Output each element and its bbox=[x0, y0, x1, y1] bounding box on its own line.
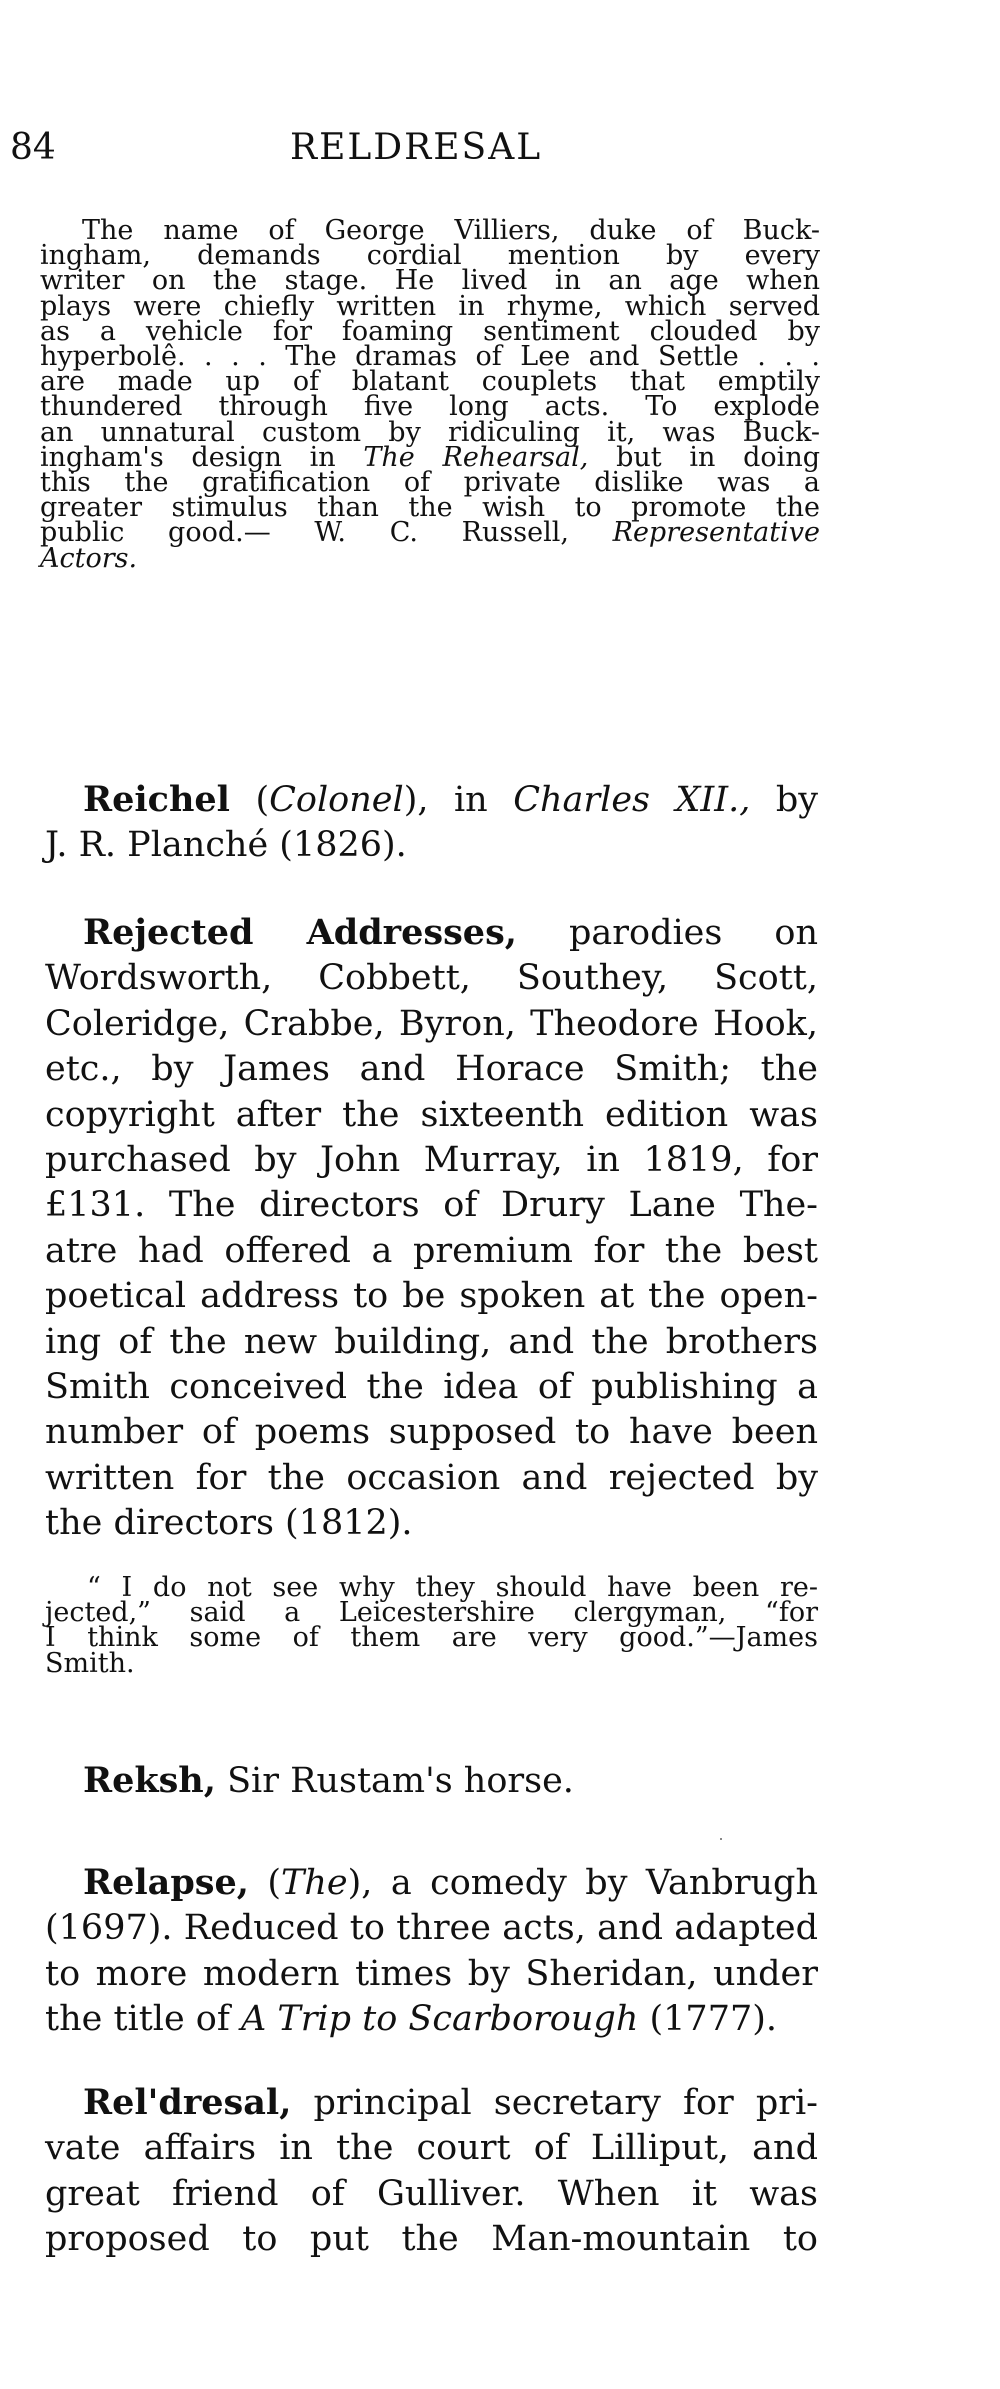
entry-line: £131. The directors of Drury Lane The- bbox=[45, 1185, 818, 1226]
quote-line: I think some of them are very good.”—James bbox=[45, 1622, 818, 1654]
entry-line: proposed to put the Man-mountain to bbox=[45, 2219, 818, 2260]
running-head: RELDRESAL bbox=[290, 127, 543, 168]
quote-text: but in doing bbox=[616, 441, 820, 473]
quote-line: thundered through five long acts. To explode bbox=[40, 391, 820, 423]
entry-line: written for the occasion and rejected by bbox=[45, 1457, 818, 1498]
entry-line bbox=[45, 1997, 818, 2042]
quote-line: “ I do not see why they should have been re- bbox=[87, 1572, 818, 1603]
entry-text: Sir Rustam's horse. bbox=[215, 1761, 574, 1801]
quote-line: Actors. bbox=[40, 542, 138, 574]
entry-text: (1777). bbox=[638, 1999, 778, 2040]
entry-text: ), in bbox=[403, 780, 514, 820]
entry-line: to more modern times by Sheridan, under bbox=[45, 1953, 818, 1994]
work-title: Representative bbox=[612, 517, 820, 549]
entry-reldresal bbox=[45, 2080, 818, 2263]
entry-line bbox=[45, 777, 818, 823]
entry-text: by bbox=[750, 780, 818, 820]
quote-line: as a vehicle for foaming sentiment clouded by bbox=[40, 315, 820, 347]
entry-line: Coleridge, Crabbe, Byron, Theodore Hook, bbox=[45, 1003, 818, 1044]
page-number: 84 bbox=[10, 127, 56, 168]
quote-line: writer on the stage. He lived in an age when bbox=[40, 265, 820, 297]
quote-line: are made up of blatant couplets that emptily bbox=[40, 366, 820, 398]
quote-line: ingham, demands cordial mention by every bbox=[40, 240, 820, 272]
entry-line: great friend of Gulliver. When it was bbox=[45, 2173, 818, 2214]
entry-line bbox=[45, 1860, 818, 1906]
entry-line: Smith conceived the idea of publishing a bbox=[45, 1367, 818, 1408]
entry-reichel bbox=[45, 777, 818, 869]
entry-line: vate affairs in the court of Lilliput, and bbox=[45, 2128, 818, 2169]
quote-text: public good.— W. C. Russell, bbox=[40, 517, 569, 549]
entry-text: principal secretary for pri- bbox=[291, 2083, 818, 2123]
quote-line: this the gratification of private dislike was a bbox=[40, 467, 820, 499]
headword: Reichel bbox=[83, 779, 230, 820]
entry-line: (1697). Reduced to three acts, and adapted bbox=[45, 1908, 818, 1949]
headword: Rejected Addresses, bbox=[83, 912, 517, 953]
entry-line: the directors (1812). bbox=[45, 1503, 413, 1544]
entry-line bbox=[45, 1758, 818, 1804]
entry-line: purchased by John Murray, in 1819, for bbox=[45, 1140, 818, 1181]
quote-line: greater stimulus than the wish to promote the bbox=[40, 492, 820, 524]
entry-line bbox=[45, 2080, 818, 2126]
work-title: A Trip to Scarborough bbox=[240, 1999, 639, 2040]
entry-line: Wordsworth, Cobbett, Southey, Scott, bbox=[45, 958, 818, 999]
entry-reksh bbox=[45, 1758, 818, 1804]
quote-buckingham bbox=[40, 215, 820, 574]
quote-leicestershire bbox=[45, 1572, 818, 1679]
headword: Relapse, bbox=[83, 1862, 249, 1903]
title-text: Colonel bbox=[269, 780, 404, 820]
entry-relapse bbox=[45, 1860, 818, 2043]
quote-line: Smith. bbox=[45, 1647, 135, 1679]
entry-line: poetical address to be spoken at the open- bbox=[45, 1276, 818, 1317]
title-text: The bbox=[281, 1863, 348, 1903]
entry-text: ( bbox=[229, 780, 270, 820]
quote-line: plays were chiefly written in rhyme, which served bbox=[40, 290, 820, 322]
entry-text: the title of bbox=[45, 1999, 241, 2040]
entry-line: etc., by James and Horace Smith; the bbox=[45, 1049, 818, 1090]
entry-line: atre had offered a premium for the best bbox=[45, 1230, 818, 1271]
headword: Reksh, bbox=[83, 1760, 216, 1801]
entry-line: ing of the new building, and the brothers bbox=[45, 1321, 818, 1362]
headword: Rel'dresal, bbox=[83, 2082, 292, 2123]
quote-line: hyperbolê. . . . The dramas of Lee and Settle . . . bbox=[40, 341, 820, 373]
quote-line: The name of George Villiers, duke of Buck- bbox=[82, 215, 820, 246]
quote-line: an unnatural custom by ridiculing it, was Buck- bbox=[40, 416, 820, 448]
page-header bbox=[0, 126, 1000, 170]
entry-line: number of poems supposed to have been bbox=[45, 1412, 818, 1453]
entry-text: ), a comedy by Vanbrugh bbox=[347, 1863, 818, 1903]
entry-line: J. R. Planché (1826). bbox=[45, 825, 407, 866]
work-title: Charles XII., bbox=[513, 780, 751, 820]
print-speck bbox=[720, 1838, 722, 1840]
quote-line bbox=[40, 517, 820, 549]
entry-line: copyright after the sixteenth edition was bbox=[45, 1094, 818, 1135]
entry-line bbox=[45, 910, 818, 956]
entry-rejected-addresses bbox=[45, 910, 818, 1547]
quote-text: ingham's design in bbox=[40, 441, 336, 473]
work-title: The Rehearsal, bbox=[363, 441, 589, 473]
quote-line: jected,” said a Leicestershire clergyman, “for bbox=[45, 1597, 818, 1629]
entry-text: ( bbox=[248, 1863, 282, 1903]
entry-text: parodies on bbox=[569, 913, 818, 953]
